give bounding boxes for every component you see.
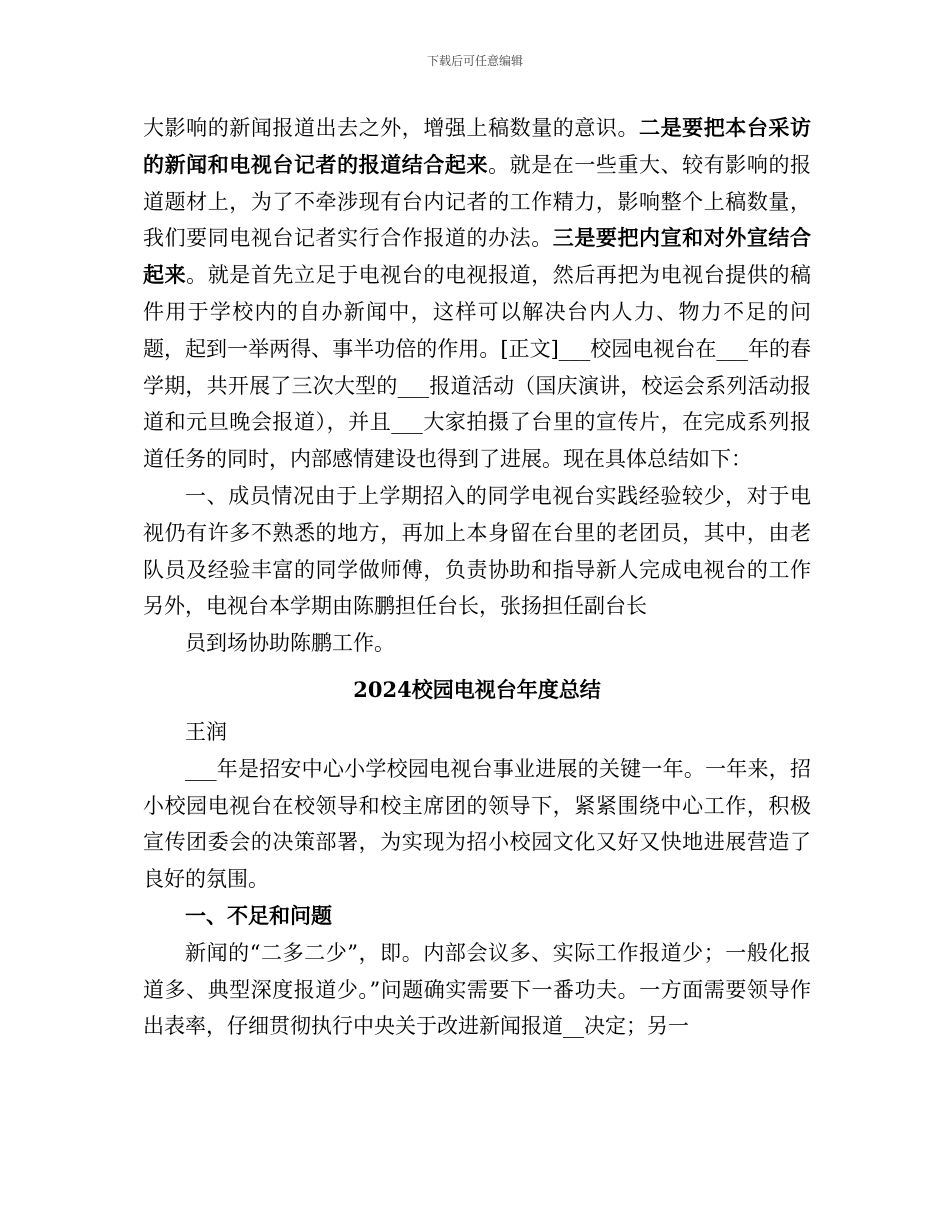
emphasis-point-two: 二是要把本台采访的新闻和电视台记者的报道结合起来 xyxy=(143,115,811,177)
paragraph-text: 。就是在一些重大、较有影响的报道题材上，为了不牵涉现有台内记者的工作精力，影响整个上稿数量，我们要同电视台记者实行合作报道的办法。 xyxy=(143,152,812,251)
section-heading: 一、不足和问题 xyxy=(185,902,332,928)
document-title: 2024校园电视台年度总结 xyxy=(353,676,601,702)
paragraph-continuation xyxy=(143,110,811,478)
page-header: 下载后可任意编辑 xyxy=(426,54,523,68)
paragraph-intro: ___年是招安中心小学校园电视台事业进展的关键一年。一年来，招小校园电视台在校领导和校主席团的领导下，紧紧围绕中心工作，积极宣传团委会的决策部署，为实现为招小校园文化又好又快地进展营造了良好的氛围。 xyxy=(143,756,811,892)
paragraph-text: 。就是首先立足于电视台的电视报道，然后再把为电视台提供的稿件用于学校内的自办新闻中，这样可以解决台内人力、物力不足的问题，起到一举两得、事半功倍的作用。[正文]___校园电视台在___年的春学期，共开展了三次大型的___报道活动（国庆演讲，校运会系列活动报道和元旦晚会报道），并且___大家拍摄了台里的宣传片，在完成系列报道任务的同时，内部感情建设也得到了进展。现在具体总结如下： xyxy=(143,263,812,472)
paragraph-text: 大影响的新闻报道出去之外，增强上稿数量的意识。 xyxy=(143,116,640,140)
paragraph-problems: 新闻的“二多二少”，即。内部会议多、实际工作报道少；一般化报道多、典型深度报道少。”问题确实需要下一番功夫。一方面需要领导作出表率，仔细贯彻执行中央关于改进新闻报道__决定；另一 xyxy=(143,940,811,1039)
paragraph-members-tail: 员到场协助陈鹏工作。 xyxy=(185,631,395,656)
document-body xyxy=(143,110,811,1045)
author-name: 王润 xyxy=(185,719,227,744)
paragraph-members: 一、成员情况由于上学期招入的同学电视台实践经验较少，对于电视仍有许多不熟悉的地方，再加上本身留在台里的老团员，其中，由老队员及经验丰富的同学做师傅，负责协助和指导新人完成电视台的工作另外，电视台本学期由陈鹏担任台长，张扬担任副台长 xyxy=(143,483,811,619)
emphasis-point-three: 三是要把内宣和对外宣结合起来 xyxy=(143,225,811,288)
